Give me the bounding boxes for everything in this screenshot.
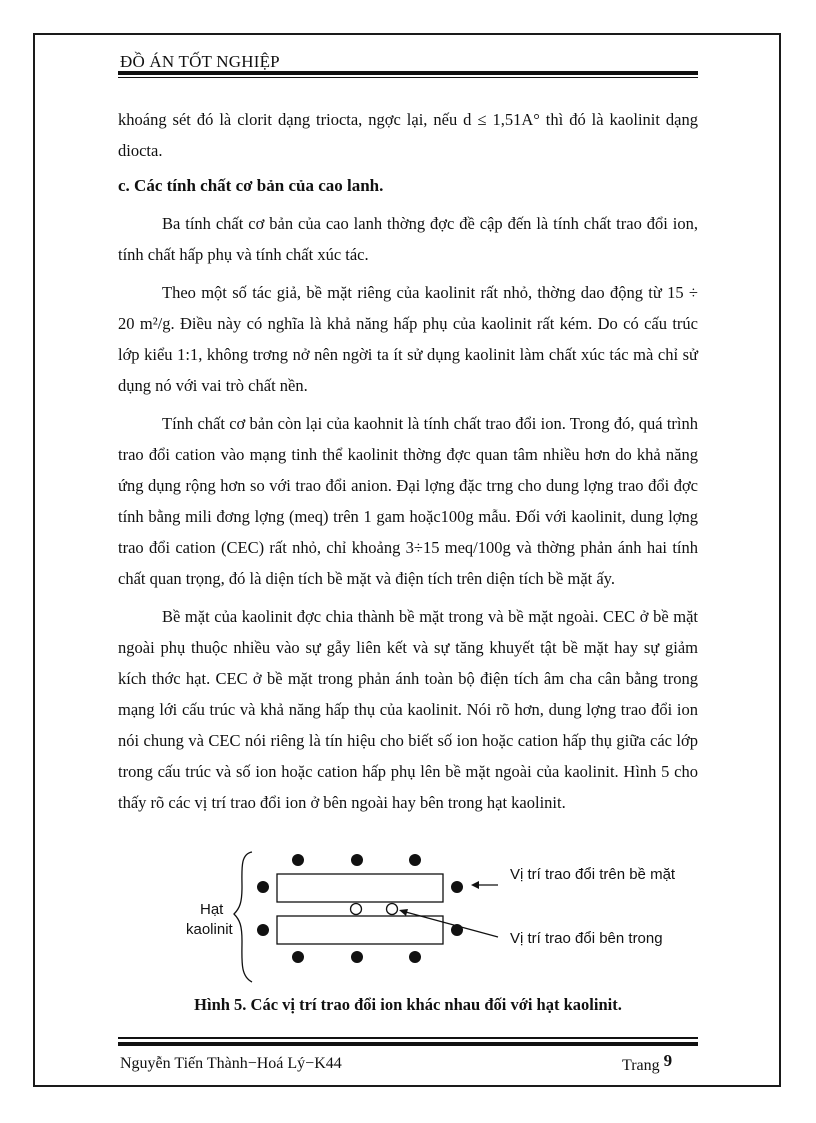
- inner-arrow-head: [399, 909, 408, 916]
- paragraph-4: Bề mặt của kaolinit đợc chia thành bề mặt trong và bề mặt ngoài. CEC ở bề mặt ngoài phụ thuộc nhiều vào sự gẫy liên kết và sự tăng khuyết tật bề mặt hay sự giảm kích thớc hạt. CEC ở bề mặt trong phản ánh toàn bộ điện tích âm cha cân bằng trong mạng lới cấu trúc và khả năng hấp thụ của kaolinit. Nói rõ hơn, dung lợng trao đổi ion nói chung và CEC nói riêng là tín hiệu cho biết số ion hoặc cation hấp thụ giữa các lớp trong cấu trúc và số ion hoặc cation hấp phụ lên bề mặt ngoài của kaolinit. Hình 5 cho thấy rõ các vị trí trao đổi ion ở bên ngoài hay bên trong hạt kaolinit.: [118, 607, 698, 812]
- body-text: [118, 104, 698, 818]
- page-label: Trang: [622, 1057, 660, 1074]
- surface-site-dot: [351, 854, 363, 866]
- header-title: ĐỒ ÁN TỐT NGHIỆP: [120, 52, 280, 71]
- header-rule-thick: [118, 71, 698, 75]
- paragraph-2: Theo một số tác giả, bề mặt riêng của kaolinit rất nhỏ, thờng dao động từ 15 ÷ 20 m²/g. Điều này có nghĩa là khả năng hấp phụ của kaolinit rất kém. Do có cấu trúc lớp kiểu 1:1, không trơng nở nên ngời ta ít sử dụng kaolinit làm chất xúc tác mà chỉ sử dụng nó với vai trò chất nền.: [118, 283, 698, 395]
- header-rule-thin: [118, 77, 698, 78]
- surface-site-dot: [409, 951, 421, 963]
- paragraph-3: Tính chất cơ bản còn lại của kaohnit là tính chất trao đổi ion. Trong đó, quá trình trao đổi cation vào mạng tinh thể kaolinit thờng đợc quan tâm nhiều hơn do khả năng ứng dụng rộng hơn so với trao đổi anion. Đại lợng đặc trng cho dung lợng trao đổi đợc tính bằng mili đơng lợng (meq) trên 1 gam hoặc100g mẫu. Đối với kaolinit, dung lợng trao đổi cation (CEC) rất nhỏ, chỉ khoảng 3÷15 meq/100g và thờng phản ánh hai tính chất quan trọng, đó là diện tích bề mặt và điện tích trên diện tích bề mặt ấy.: [118, 414, 698, 588]
- kaolinit-diagram: [180, 842, 710, 992]
- figure-caption: Hình 5. Các vị trí trao đổi ion khác nhau đối với hạt kaolinit.: [194, 995, 622, 1014]
- footer-page: [622, 1051, 673, 1075]
- paragraph-continuation: khoáng sét đó là clorit dạng triocta, ngợc lại, nếu d ≤ 1,51A° thì đó là kaolinit dạng diocta.: [118, 110, 698, 160]
- footer-rule-thin: [118, 1037, 698, 1039]
- surface-site-dot: [292, 951, 304, 963]
- page-number: 9: [663, 1051, 673, 1070]
- footer-author: Nguyễn Tiến Thành−Hoá Lý−K44: [120, 1055, 342, 1072]
- section-heading: c. Các tính chất cơ bản của cao lanh.: [118, 176, 384, 195]
- surface-site-label: Vị trí trao đổi trên bề mặt: [510, 866, 676, 883]
- surface-site-dot: [409, 854, 421, 866]
- surface-site-dot: [257, 924, 269, 936]
- upper-layer: [277, 874, 443, 902]
- surface-site-dot: [451, 881, 463, 893]
- surface-arrow-head: [471, 881, 479, 889]
- lower-layer: [277, 916, 443, 944]
- surface-site-dot: [351, 951, 363, 963]
- particle-label-line1: Hạt: [200, 901, 224, 918]
- particle-label-line2: kaolinit: [186, 921, 233, 938]
- paragraph-1: Ba tính chất cơ bản của cao lanh thờng đợc đề cập đến là tính chất trao đổi ion, tính chất hấp phụ và tính chất xúc tác.: [118, 214, 698, 264]
- footer-rule-thick: [118, 1042, 698, 1046]
- inner-site-circle: [387, 904, 398, 915]
- grouping-brace: [234, 852, 252, 982]
- inner-site-label: Vị trí trao đổi bên trong: [510, 930, 663, 947]
- surface-site-dot: [257, 881, 269, 893]
- inner-site-circle: [351, 904, 362, 915]
- surface-site-dot: [292, 854, 304, 866]
